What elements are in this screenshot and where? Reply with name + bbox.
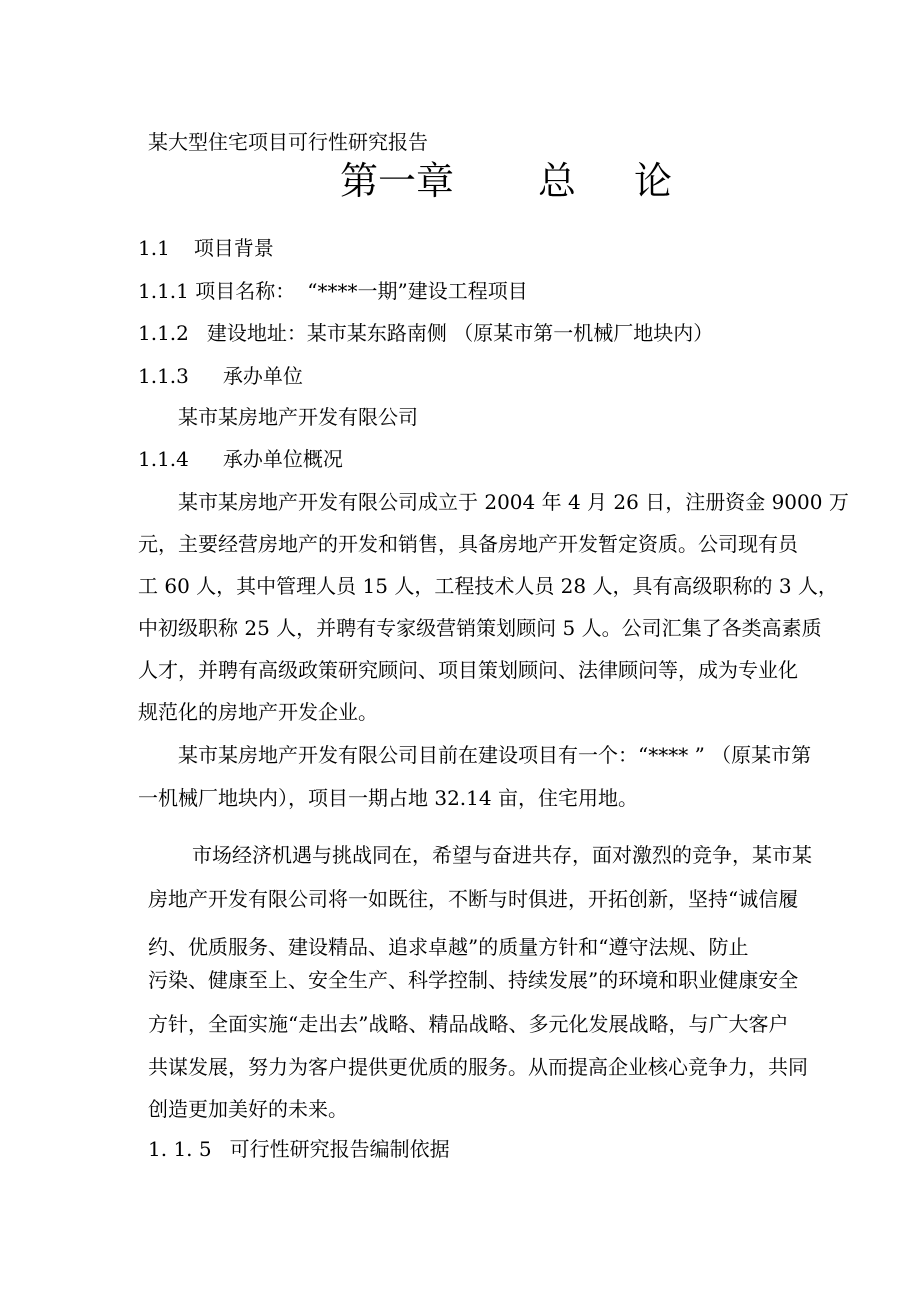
section-1-1-1-line — [138, 279, 528, 303]
section-1-1-5-heading — [148, 1137, 450, 1161]
project-name-label: 项目名称： — [195, 279, 296, 303]
paragraph-line: 污染、健康至上、安全生产、科学控制、持续发展”的环境和职业健康安全 — [148, 968, 799, 992]
chapter-title-char-1: 总 — [538, 159, 577, 203]
paragraph-line: 方针，全面实施“走出去”战略、精品战略、多元化发展战略，与广大客户 — [148, 1012, 789, 1036]
chapter-title — [340, 158, 672, 204]
section-number: 1.1.4 — [138, 447, 189, 471]
address-label: 建设地址： — [206, 321, 307, 345]
paragraph-line: 创造更加美好的未来。 — [148, 1097, 348, 1121]
paragraph-line: 工 60 人，其中管理人员 15 人，工程技术人员 28 人，具有高级职称的 3 人， — [138, 574, 838, 598]
section-number: 1.1.1 — [138, 279, 189, 303]
address-value: 某市某东路南侧 （原某市第一机械厂地块内） — [306, 321, 714, 345]
section-number: 1. 1. 5 — [148, 1137, 212, 1161]
paragraph-line: 约、优质服务、建设精品、追求卓越”的质量方针和“遵守法规、防止 — [148, 935, 749, 959]
undertaking-unit-name: 某市某房地产开发有限公司 — [178, 405, 418, 429]
paragraph-line: 元，主要经营房地产的开发和销售，具备房地产开发暂定资质。公司现有员 — [138, 532, 798, 556]
section-1-1-3-heading — [138, 364, 303, 388]
section-title: 项目背景 — [193, 236, 274, 260]
section-number: 1.1.2 — [138, 321, 189, 345]
paragraph-line: 规范化的房地产开发企业。 — [138, 700, 378, 724]
project-name-value: “****一期”建设工程项目 — [307, 279, 528, 303]
section-1-1-4-heading — [138, 447, 343, 471]
document-header: 某大型住宅项目可行性研究报告 — [148, 130, 428, 154]
section-title: 承办单位概况 — [222, 447, 343, 471]
section-1-1-heading — [138, 236, 274, 260]
paragraph-line: 市场经济机遇与挑战同在，希望与奋进共存，面对激烈的竞争，某市某 — [192, 843, 812, 867]
section-1-1-2-line — [138, 321, 713, 345]
paragraph-line: 人才，并聘有高级政策研究顾问、项目策划顾问、法律顾问等，成为专业化 — [138, 658, 798, 682]
paragraph-line: 一机械厂地块内），项目一期占地 32.14 亩，住宅用地。 — [138, 786, 638, 810]
chapter-number: 第一章 — [340, 159, 455, 203]
paragraph-line: 房地产开发有限公司将一如既往，不断与时俱进，开拓创新，坚持“诚信履 — [148, 887, 799, 911]
section-title: 可行性研究报告编制依据 — [229, 1137, 450, 1161]
section-number: 1.1 — [138, 236, 170, 260]
chapter-title-char-2: 论 — [634, 159, 673, 203]
paragraph-line: 某市某房地产开发有限公司目前在建设项目有一个：“**** ” （原某市第 — [178, 743, 812, 767]
paragraph-line: 某市某房地产开发有限公司成立于 2004 年 4 月 26 日，注册资金 9000 万 — [178, 490, 849, 514]
section-number: 1.1.3 — [138, 364, 189, 388]
section-title: 承办单位 — [222, 364, 303, 388]
paragraph-line: 共谋发展，努力为客户提供更优质的服务。从而提高企业核心竞争力，共同 — [148, 1055, 808, 1079]
paragraph-line: 中初级职称 25 人，并聘有专家级营销策划顾问 5 人。公司汇集了各类高素质 — [138, 616, 822, 640]
